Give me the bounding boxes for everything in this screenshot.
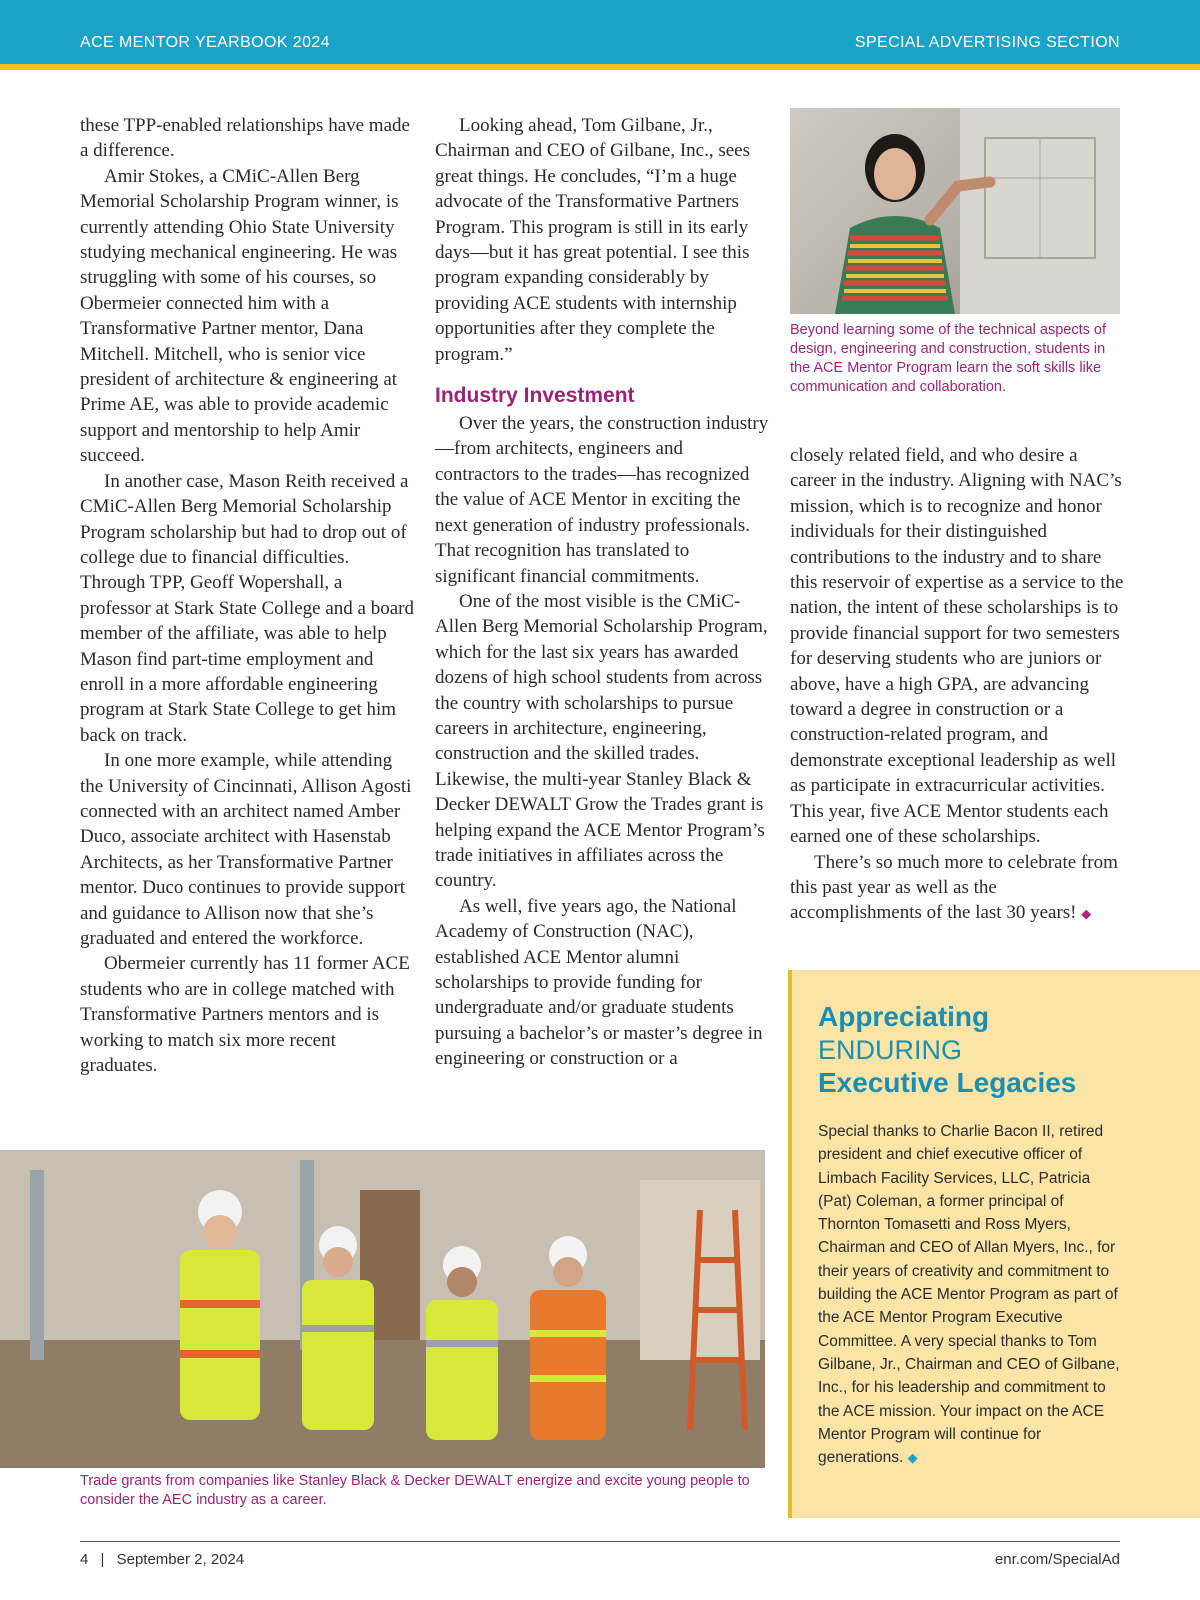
sidebar-body-text: Special thanks to Charlie Bacon II, retired president and chief executive officer of Limbach Facility Services, LLC, Patricia (Pat) Coleman, a former principal of Thornton Tomasetti and Ross Myers, Chairman and CEO of Allan Myers, Inc., for their years of creativity and commitment to building the ACE Mentor Program as part of the ACE Mentor Program Executive Committee. A very special thanks to Tom Gilbane, Jr., Chairman and CEO of Gilbane, Inc., for his leadership and commitment to the ACE mission. Your impact on the ACE Mentor Program will continue for generations. [818, 1123, 1120, 1467]
paragraph: As well, five years ago, the National Academy of Construction (NAC), established ACE Mentor alumni scholarships to provide funding for undergraduate and/or graduate students pursuing a bachelor’s or master’s degree in engineering or construction or a [435, 895, 763, 1070]
paragraph-text: There’s so much more to celebrate from this past year as well as the accomplishments of the last 30 years! [790, 851, 1118, 924]
header-bar [0, 0, 1200, 64]
paragraph: Over the years, the construction industry—from architects, engineers and contractors to the trades—has recognized the value of ACE Mentor in exciting the next generation of industry professionals. That recognition has translated to significant financial commitments. [435, 413, 769, 587]
article-column-1 [80, 113, 415, 1078]
paragraph: closely related field, and who desire a career in the industry. Aligning with NAC’s mission, which is to recognize and honor individuals for their distinguished contributions to the industry and to share this reservoir of expertise as a service to the nation, the intent of these scholarships is to provide financial support for two semesters for deserving students who are juniors or above, have a high GPA, are advancing toward a degree in construction or a construction-related program, and demonstrate exceptional leadership as well as participate in extracurricular activities. This year, five ACE Mentor students each earned one of these scholarships. [790, 445, 1124, 848]
end-diamond-icon: ◆ [1081, 906, 1092, 922]
sidebar-title [818, 1000, 1076, 1100]
sidebar-title-line3: Executive Legacies [818, 1067, 1077, 1098]
section-heading: Industry Investment [435, 384, 635, 408]
footer-rule [80, 1541, 1120, 1542]
paragraph: In one more example, while attending the University of Cincinnati, Allison Agosti connected with an architect named Amber Duco, associate architect with Hasenstab Architects, as her Transformative Partner mentor. Duco continues to provide support and guidance to Allison now that she’s graduated and entered the workforce. [80, 750, 412, 949]
footer-page-info [80, 1551, 244, 1568]
article-column-2 [435, 113, 770, 1072]
article-column-3 [790, 443, 1125, 927]
publication-title: ACE MENTOR YEARBOOK 2024 [80, 34, 330, 51]
header-stripe [0, 64, 1200, 70]
paragraph: these TPP-enabled relationships have made a difference. [80, 115, 410, 162]
bottom-photo-caption: Trade grants from companies like Stanley Black & Decker DEWALT energize and excite young people to consider the AEC industry as a career. [80, 1473, 750, 1508]
paragraph [790, 850, 1125, 927]
students-construction-site-photo [0, 1150, 765, 1468]
paragraph: Amir Stokes, a CMiC-Allen Berg Memorial Scholarship Program winner, is currently attending Ohio State University studying mechanical engineering. He was struggling with some of his courses, so Obermeier connected him with a Transformative Partner mentor, Dana Mitchell. Mitchell, who is senior vice president of architecture & engineering at Prime AE, was able to provide academic support and mentorship to help Amir succeed. [80, 165, 399, 467]
sidebar-box [788, 970, 1200, 1518]
paragraph: Obermeier currently has 11 former ACE students who are in college matched with Transformative Partners mentors and is working to match six more recent graduates. [80, 953, 410, 1077]
top-photo-caption: Beyond learning some of the technical aspects of design, engineering and construction, students in the ACE Mentor Program learn the soft skills like communication and collaboration. [790, 322, 1106, 395]
sidebar-title-line1: Appreciating [818, 1001, 990, 1032]
paragraph: Looking ahead, Tom Gilbane, Jr., Chairman and CEO of Gilbane, Inc., sees great things. He concludes, “I’m a huge advocate of the Transformative Partners Program. This program is still in its early days—but it has great potential. I see this program expanding considerably by providing ACE students with internship opportunities after they complete the program.” [435, 115, 750, 365]
page-number: 4 [80, 1551, 89, 1568]
footer-website: enr.com/SpecialAd [994, 1551, 1120, 1568]
paragraph: In another case, Mason Reith received a CMiC-Allen Berg Memorial Scholarship Program scholarship but had to drop out of college due to financial difficulties. Through TPP, Geoff Wopershall, a professor at Stark State College and a board member of the affiliate, was able to help Mason find part-time employment and enroll in a more affordable engineering program at Stark State College to get him back on track. [80, 470, 414, 746]
paragraph: One of the most visible is the CMiC-Allen Berg Memorial Scholarship Program, which for the last six years has awarded dozens of high school students from across the country with scholarships to pursue careers in architecture, engineering, construction and the skilled trades. Likewise, the multi-year Stanley Black & Decker DEWALT Grow the Trades grant is helping expand the ACE Mentor Program’s trade initiatives in affiliates across the country. [435, 590, 768, 892]
sidebar-end-diamond-icon: ◆ [907, 1450, 918, 1466]
sidebar-body [818, 1120, 1128, 1469]
sidebar-title-line2: ENDURING [818, 1035, 963, 1065]
section-label: SPECIAL ADVERTISING SECTION [854, 34, 1120, 51]
student-presenting-photo [790, 108, 1120, 314]
footer-separator: | [100, 1551, 105, 1568]
issue-date: September 2, 2024 [116, 1551, 245, 1568]
